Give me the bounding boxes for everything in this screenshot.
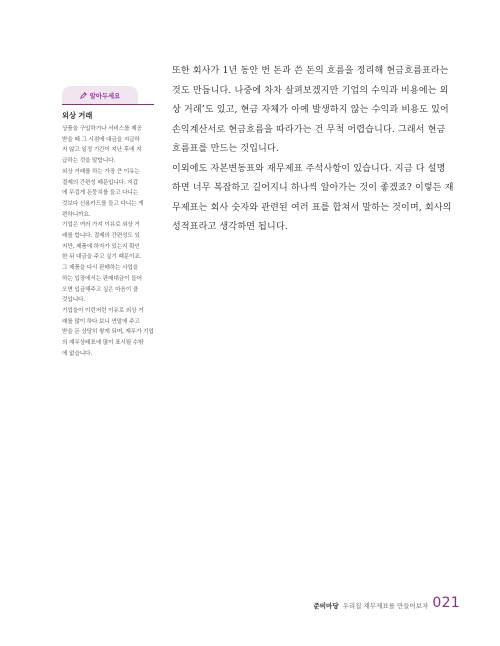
sidebar-line: 받을 돈 상당히 쌓게 되며, 재무가 기업: [62, 329, 154, 336]
sidebar-line: 기업은 여러 가지 이유로 외상 거: [62, 222, 140, 229]
sidebar-paragraph-1: [62, 124, 154, 167]
sidebar-line: 한 뒤 대금을 주고 싶기 때문이죠.: [62, 254, 142, 261]
sidebar-line: 지 않고 일정 기간이 지난 후에 지: [62, 147, 142, 154]
main-body-text: [172, 62, 460, 238]
sidebar-line: 외상 거래를 하는 가장 큰 이유는: [62, 168, 140, 175]
sidebar-line: 상품을 구입하거나 서비스를 제공: [62, 126, 142, 132]
sidebar-line: 편하니까요.: [62, 211, 91, 218]
sidebar-line: 하는 입장에서는 판매대금이 들어: [62, 275, 142, 282]
sidebar-tab-label-box: [62, 86, 138, 104]
sidebar-line: 에 없습니다.: [62, 350, 93, 357]
sidebar-paragraph-4: [62, 306, 154, 360]
sidebar-line: 것보다 신용카드를 들고 다니는 게: [62, 200, 144, 207]
footer-book-title: 우리집 재무제표를 만들어보자: [342, 602, 429, 610]
main-line: 또한 회사가 1년 동안 번 돈과 쓴 돈의 흐름을 정리해 현금흐름표라는: [172, 66, 449, 76]
main-line: 하면 너무 복잡하고 길어지니 하나씩 알아가는 것이 좋겠죠? 이렇든 재: [172, 183, 454, 193]
sidebar-tab-label: 알아두세요: [89, 92, 121, 100]
main-line: 이외에도 자본변동표와 재무제표 주석사항이 있습니다. 지금 다 설명: [172, 163, 446, 174]
main-line: 성적표라고 생각하면 됩니다.: [172, 222, 288, 232]
sidebar-line: 오면 입금해주고 싶은 마음이 클: [62, 286, 139, 293]
main-line: 상 거래’도 있고, 현금 자체가 아예 발생하지 않는 수익과 비용도 있어: [172, 105, 449, 115]
page-number: 021: [432, 595, 460, 611]
sidebar-line: 받을 때 그 시점에 대금을 지급하: [62, 136, 140, 143]
sidebar-heading: 외상 거래: [62, 111, 93, 120]
sidebar-line: 에 무겁게 돈뭉치를 들고 다니는: [62, 190, 139, 197]
sidebar-line: 의 재무상태표에 많이 표시될 수밖: [62, 340, 144, 347]
main-line: 흐름표를 만드는 것입니다.: [172, 144, 280, 154]
footer-section-name: 준비마당: [313, 602, 339, 610]
main-paragraph-1: [172, 62, 460, 160]
main-line: 손익계산서로 현금흐름을 따라가는 건 무척 어렵습니다. 그래서 현금: [172, 124, 446, 135]
main-paragraph-2: [172, 160, 460, 238]
sidebar-line: 래를 많이 하다 보니 연말에 주고: [62, 318, 140, 325]
sidebar-paragraph-3: [62, 220, 154, 306]
sidebar-body: [62, 105, 154, 359]
sidebar-line: 래를 합니다. 결제의 간편성도 있: [62, 233, 140, 240]
sidebar-paragraph-2: [62, 167, 154, 221]
main-line: 것도 만듭니다. 나중에 차차 살펴보겠지만 기업의 수익과 비용에는 외: [172, 85, 449, 96]
sidebar-line: 급하는 것을 말합니다.: [62, 158, 116, 165]
sidebar-line: 그 제품을 다시 판매하는 사업을: [62, 265, 139, 272]
sidebar-note: [62, 86, 154, 359]
sidebar-line: 지만, 제품에 하자가 있는지 확인: [62, 243, 140, 250]
pencil-icon: [80, 92, 87, 99]
sidebar-tab: [62, 86, 154, 105]
sidebar-line: 것입니다.: [62, 297, 86, 304]
sidebar-line: 기업들이 이런저런 이유로 외상 거: [62, 307, 144, 314]
main-line: 무제표는 회사 숫자와 관련된 여러 표를 합쳐서 말하는 것이며, 회사의: [172, 202, 452, 213]
sidebar-line: 결제의 간편성 때문입니다. 지갑: [62, 179, 139, 186]
page-footer: [313, 596, 460, 610]
